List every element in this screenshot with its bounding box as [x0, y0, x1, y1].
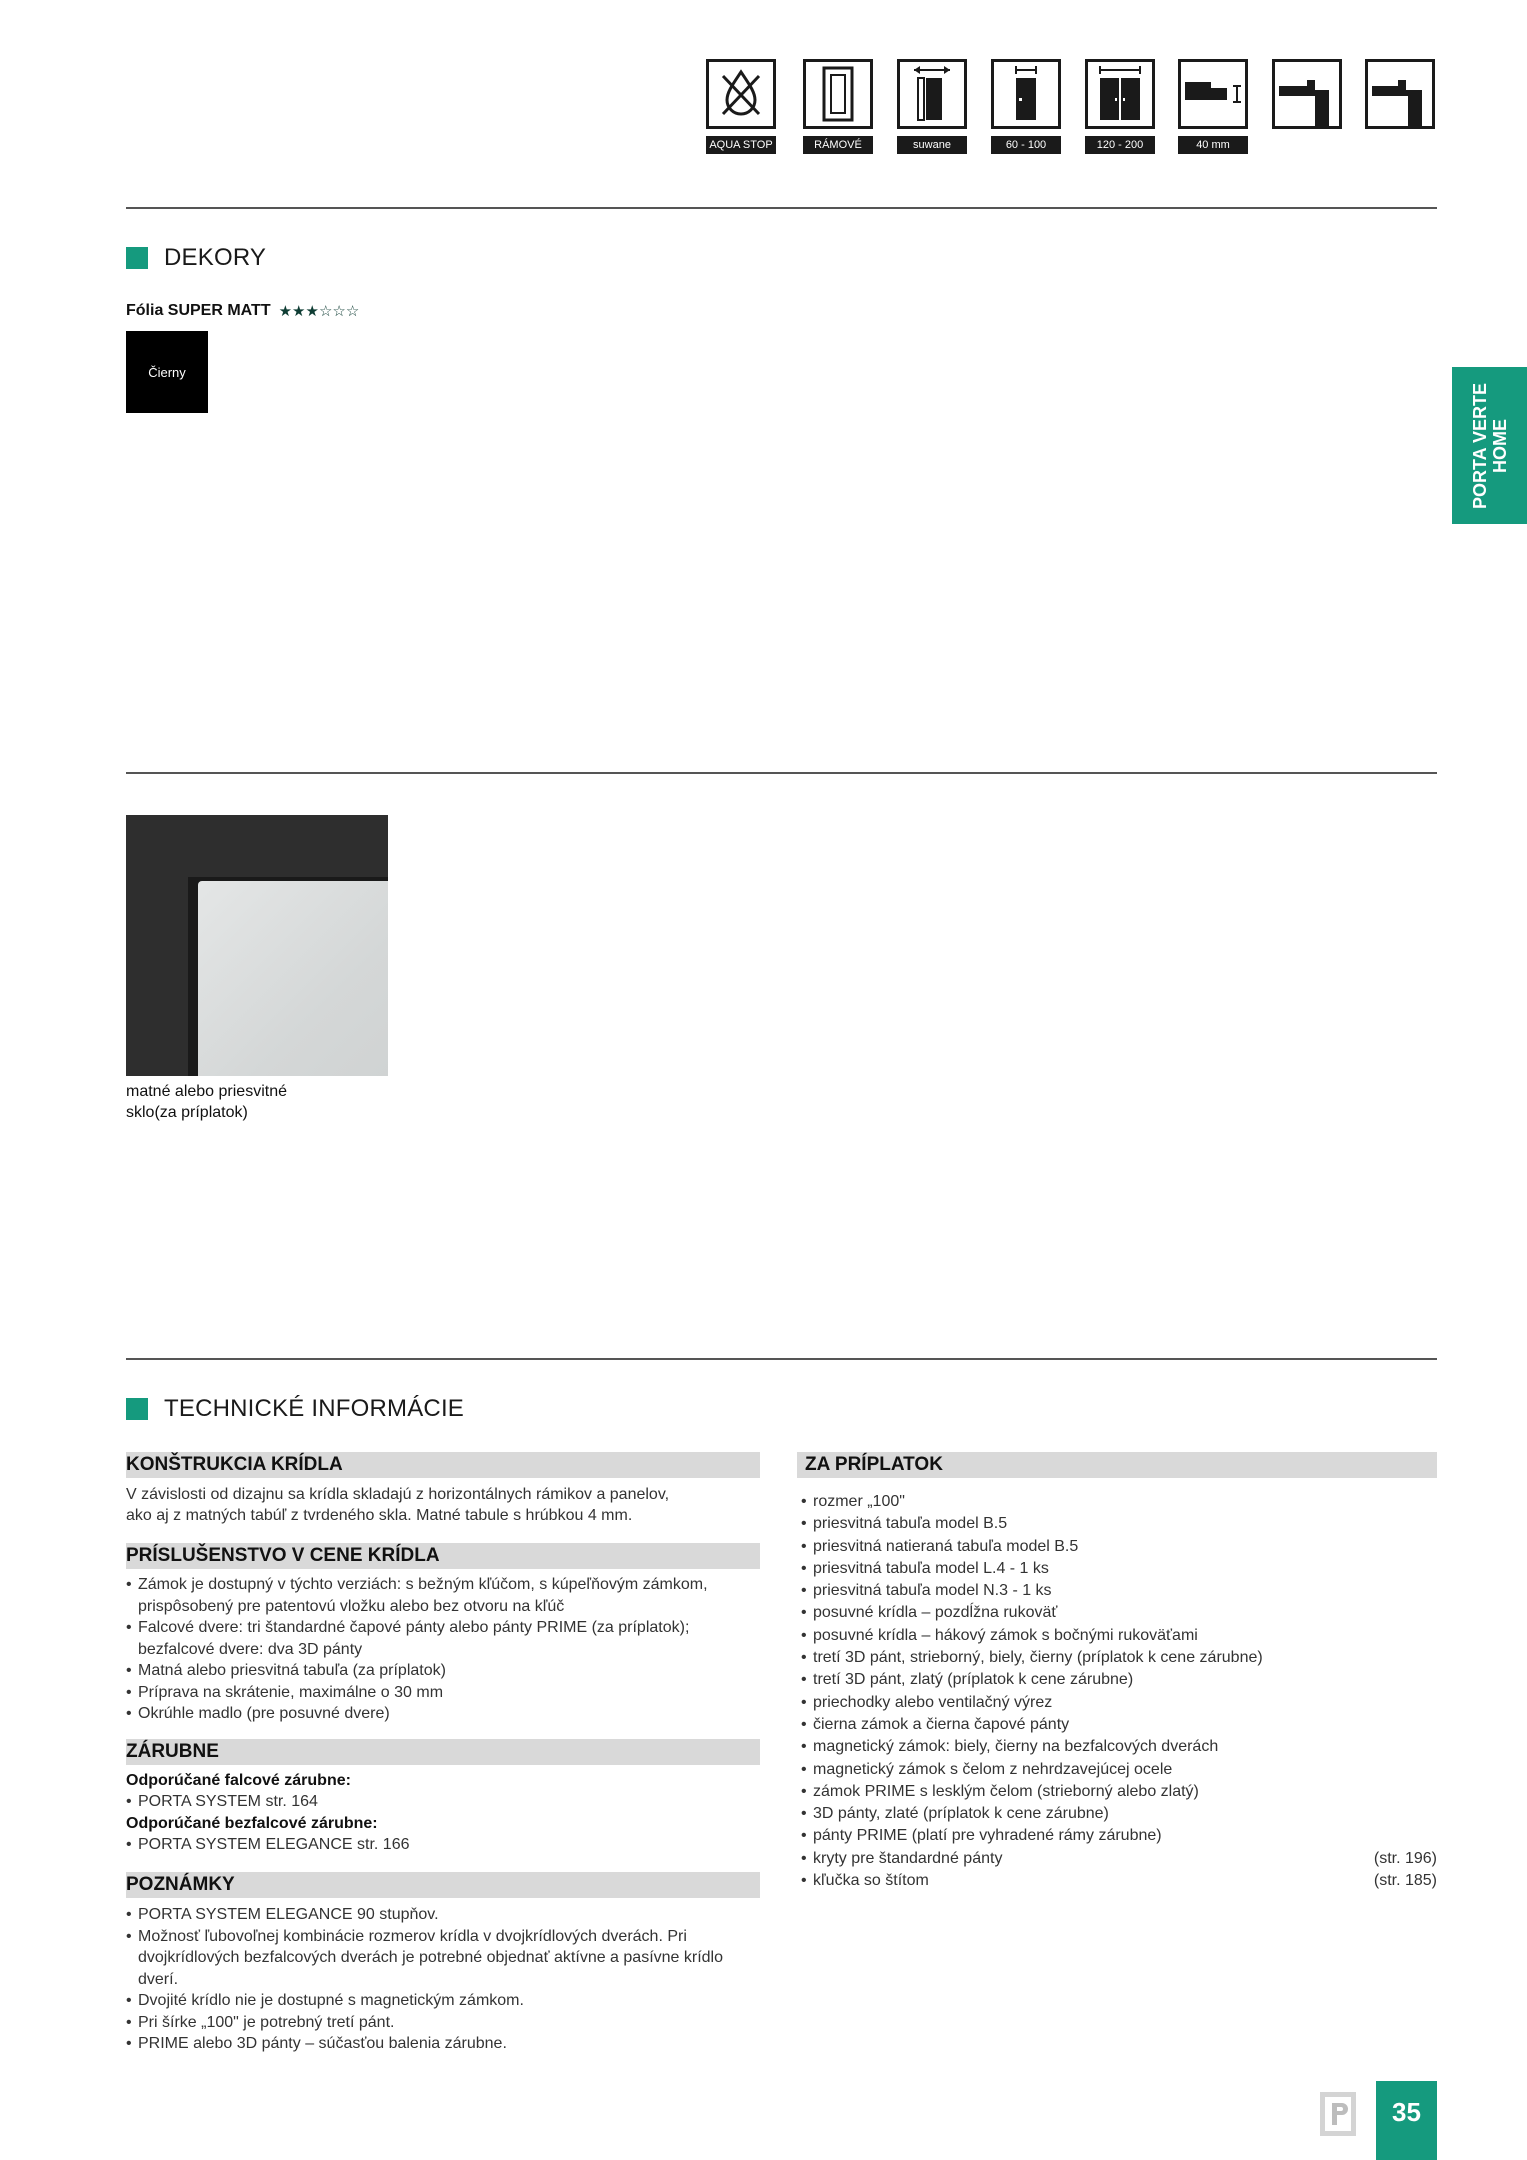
door-thickness-icon — [1178, 59, 1248, 129]
icon-label: RÁMOVÉ — [803, 136, 873, 154]
priplatok-title: ZA PRÍPLATOK — [805, 1454, 943, 1475]
list-item — [801, 1602, 1437, 1624]
list-item — [801, 1625, 1437, 1647]
list-item-text: 3D pánty, zlaté (príplatok k cene zárubne) — [813, 1805, 1109, 1823]
falc-list — [126, 1791, 746, 1813]
side-tab-line1: PORTA VERTE — [1469, 382, 1490, 509]
list-item-text: čierna zámok a čierna čapové pánty — [813, 1715, 1070, 1733]
prislusenstvo-list — [126, 1574, 736, 1725]
list-item: • Matná alebo priesvitná tabuľa (za príplatok) — [126, 1660, 736, 1682]
poznamky-list — [126, 1904, 736, 2055]
page-reference: (str. 185) — [1373, 1872, 1437, 1890]
list-item-text: posuvné krídla – hákový zámok s bočnými rukoväťami — [813, 1626, 1198, 1644]
star-empty-icon: ☆ — [345, 303, 360, 320]
double-door-width-icon — [1085, 59, 1155, 129]
priplatok-header — [797, 1452, 1437, 1478]
list-item-text: tretí 3D pánt, zlatý (príplatok k cene zárubne) — [813, 1671, 1134, 1689]
list-item-text: priesvitná natieraná tabuľa model B.5 — [813, 1537, 1079, 1555]
list-item: • PORTA SYSTEM str. 164 — [126, 1791, 746, 1813]
tech-title: TECHNICKÉ INFORMÁCIE — [164, 1395, 465, 1422]
poznamky-title: POZNÁMKY — [126, 1874, 235, 1895]
frame-door-icon — [803, 59, 873, 129]
section-marker — [126, 247, 148, 269]
list-item: • PORTA SYSTEM ELEGANCE 90 stupňov. — [126, 1904, 736, 1926]
foil-label: Fólia SUPER MATT — [126, 302, 271, 319]
zarubne-title: ZÁRUBNE — [126, 1741, 219, 1762]
swatch-black[interactable] — [126, 331, 208, 413]
icon-label: 120 - 200 — [1085, 136, 1155, 154]
icon-label: 60 - 100 — [991, 136, 1061, 154]
falc-label: Odporúčané falcové zárubne: — [126, 1772, 351, 1789]
list-item — [801, 1870, 1437, 1892]
sliding-door-icon — [897, 59, 967, 129]
list-item — [801, 1669, 1437, 1691]
prislusenstvo-header — [126, 1543, 760, 1569]
list-item — [801, 1714, 1437, 1736]
list-item — [801, 1513, 1437, 1535]
list-item — [801, 1536, 1437, 1558]
list-item: • Okrúhle madlo (pre posuvné dvere) — [126, 1703, 736, 1725]
konstrukcia-header — [126, 1452, 760, 1478]
list-item — [801, 1692, 1437, 1714]
list-item-text: magnetický zámok s čelom z nehrdzavejúcej ocele — [813, 1760, 1173, 1778]
single-door-width-icon — [991, 59, 1061, 129]
list-item: • Falcové dvere: tri štandardné čapové pánty alebo pánty PRIME (za príplatok); bezfalcové dvere: dva 3D pánty — [126, 1617, 736, 1660]
swatch-label: Čierny — [148, 365, 186, 380]
star-filled-icon: ★ — [278, 303, 293, 320]
konstrukcia-line2: ako aj z matných tabúľ z tvrdeného skla. Matné tabule s hrúbkou 4 mm. — [126, 1507, 633, 1524]
list-item-text: zámok PRIME s lesklým čelom (strieborný alebo zlatý) — [813, 1782, 1199, 1800]
list-item — [801, 1491, 1437, 1513]
list-item — [801, 1781, 1437, 1803]
dekory-title: DEKORY — [164, 244, 267, 271]
bezfalc-list — [126, 1834, 746, 1856]
list-item: • Príprava na skrátenie, maximálne o 30 mm — [126, 1682, 736, 1704]
priplatok-list — [801, 1491, 1437, 1892]
list-item-text: priesvitná tabuľa model B.5 — [813, 1515, 1008, 1533]
divider — [126, 772, 1437, 774]
dekory-heading — [126, 244, 266, 272]
prislusenstvo-title: PRÍSLUŠENSTVO V CENE KRÍDLA — [126, 1545, 440, 1566]
list-item-text: rozmer „100" — [813, 1493, 905, 1510]
list-item: • Možnosť ľubovoľnej kombinácie rozmerov krídla v dvojkrídlových dverách. Pri dvojkrídlových bezfalcových dverách je potrebné objednať aktívne a pasívne krídlo dverí. — [126, 1926, 736, 1991]
list-item-text: posuvné krídla – pozdĺžna rukoväť — [813, 1604, 1058, 1622]
list-item — [801, 1825, 1437, 1847]
list-item — [801, 1736, 1437, 1758]
icon-label: suwane — [897, 136, 967, 154]
divider — [126, 1358, 1437, 1360]
list-item: • PORTA SYSTEM ELEGANCE str. 166 — [126, 1834, 746, 1856]
bezfalc-label: Odporúčané bezfalcové zárubne: — [126, 1814, 378, 1832]
icon-label: 40 mm — [1178, 136, 1248, 154]
list-item-text: priesvitná tabuľa model N.3 - 1 ks — [813, 1582, 1052, 1600]
list-item: • Pri šírke „100" je potrebný tretí pánt. — [126, 2012, 736, 2034]
star-empty-icon: ☆ — [332, 303, 346, 320]
porta-logo-icon — [1319, 2091, 1357, 2137]
glass-caption-line2: sklo(za príplatok) — [126, 1104, 248, 1121]
list-item — [801, 1558, 1437, 1580]
list-item — [801, 1848, 1437, 1870]
star-filled-icon: ★ — [292, 303, 306, 320]
zarubne-header — [126, 1739, 760, 1765]
page-number: 35 — [1376, 2081, 1437, 2160]
list-item — [801, 1647, 1437, 1669]
zarubne-content — [126, 1770, 746, 1855]
list-item — [801, 1580, 1437, 1602]
list-item: • Zámok je dostupný v týchto verziách: s bežným kľúčom, s kúpeľňovým zámkom, prispôsobený pre patentovú vložku alebo bez otvoru na kľúč — [126, 1574, 736, 1617]
list-item: • PRIME alebo 3D pánty – súčasťou balenia zárubne. — [126, 2033, 736, 2055]
foil-heading — [126, 302, 359, 320]
list-item-text: priechodky alebo ventilačný výrez — [813, 1693, 1053, 1711]
section-marker — [126, 1398, 148, 1420]
konstrukcia-line1: V závislosti od dizajnu sa krídla skladajú z horizontálnych rámikov a panelov, — [126, 1486, 670, 1503]
list-item-text: pánty PRIME (platí pre vyhradené rámy zárubne) — [813, 1827, 1162, 1845]
list-item-text: kryty pre štandardné pánty — [813, 1849, 1003, 1867]
divider — [126, 207, 1437, 209]
side-tab — [1452, 367, 1527, 524]
list-item-text: tretí 3D pánt, strieborný, biely, čierny (príplatok k cene zárubne) — [813, 1649, 1263, 1667]
list-item — [801, 1759, 1437, 1781]
konstrukcia-text — [126, 1484, 766, 1526]
glass-caption-line1: matné alebo priesvitné — [126, 1083, 287, 1100]
tech-heading — [126, 1395, 464, 1423]
list-item — [801, 1803, 1437, 1825]
konstrukcia-title: KONŠTRUKCIA KRÍDLA — [126, 1454, 343, 1475]
frame-profile-icon — [1272, 59, 1342, 129]
list-item-text: priesvitná tabuľa model L.4 - 1 ks — [813, 1559, 1049, 1577]
star-empty-icon: ☆ — [318, 303, 333, 320]
glass-caption — [126, 1081, 287, 1123]
list-item: • Dvojité krídlo nie je dostupné s magnetickým zámkom. — [126, 1990, 736, 2012]
glass-sample-image — [126, 815, 388, 1076]
icon-label: AQUA STOP — [706, 136, 776, 154]
page-reference: (str. 196) — [1373, 1849, 1437, 1867]
side-tab-line2: HOME — [1489, 418, 1510, 473]
rating-stars — [279, 302, 360, 320]
star-filled-icon: ★ — [305, 303, 319, 320]
frame-profile-alt-icon — [1365, 59, 1435, 129]
poznamky-header — [126, 1872, 760, 1898]
list-item-text: kľučka so štítom — [813, 1872, 929, 1890]
list-item-text: magnetický zámok: biely, čierny na bezfalcových dverách — [813, 1738, 1219, 1756]
aqua-stop-icon — [706, 59, 776, 129]
